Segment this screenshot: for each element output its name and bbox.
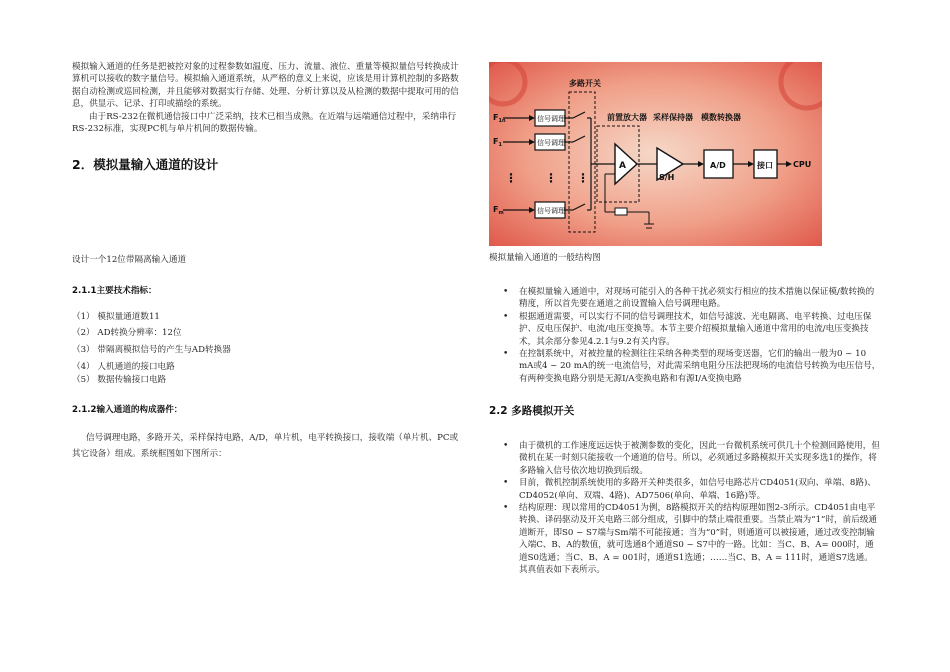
dots-icon: ⋮ bbox=[545, 171, 557, 185]
design-goal: 设计一个12位带隔离输入通道 bbox=[72, 255, 187, 265]
dots-icon: ⋮ bbox=[577, 171, 589, 185]
conditioning-label: 信号调理 bbox=[537, 139, 565, 147]
mux-title: 多路开关 bbox=[569, 79, 601, 88]
interface-label: 接口 bbox=[757, 161, 773, 170]
spec-item: （4） 人机通道的接口电路 bbox=[72, 362, 175, 373]
amp-title: 前置放大器 bbox=[607, 113, 647, 122]
subheading-tech-specs: 2.1.1主要技术指标： bbox=[72, 286, 157, 296]
resistor-icon bbox=[615, 208, 627, 215]
spec-list bbox=[72, 311, 231, 386]
input-label-f1: $F_1$ bbox=[493, 137, 502, 148]
amp-symbol: A bbox=[619, 161, 626, 171]
input-label-fm: $F_m$ bbox=[493, 205, 504, 216]
intro-paragraph: 模拟输入通道的任务是把被控对象的过程参数如温度、压力、流量、液位、重量等模拟量信号转换成计算机可以接收的数字量信号。模拟输入通道系统，从严格的意义上来说，应该是用计算机控制的多路数据自动检测或巡回检测，并且能够对数据实行存储、处理、分析计算以及从检测的数据中提取可用的信息，供显示、记录、打印或描绘的系统。 bbox=[72, 62, 459, 110]
spec-item: （5） 数据传输接口电路 bbox=[72, 374, 167, 385]
components-paragraph: 信号调理电路，多路开关，采样保持电路，A/D，单片机，电平转换接口，接收端（单片机、PC或其它设备）组成。系统框图如下图所示： bbox=[72, 433, 459, 459]
section-heading-2-2: 2.2 多路模拟开关 bbox=[489, 405, 575, 417]
dots-icon: ⋮ bbox=[505, 171, 517, 185]
block-diagram bbox=[489, 62, 822, 246]
block-diagram-figure bbox=[489, 62, 822, 246]
conditioning-label: 信号调理 bbox=[537, 115, 565, 123]
bullet-item: • 在模拟量输入通道中，对现场可能引入的各种干扰必须实行相应的技术措施以保证模/数转换的精度，所以首先要在通道之前设置输入信号调理电路。 bbox=[489, 286, 881, 311]
input-label-f1n: $F_{1n}$ bbox=[493, 113, 506, 124]
subheading-components: 2.1.2输入通道的构成器件： bbox=[72, 405, 183, 415]
bullet-item: • 结构原理：现以常用的CD4051为例，8路模拟开关的结构原理如图2-3所示。CD4051由电平转换、译码驱动及开关电路三部分组成，引脚中的禁止端很重要。当禁止端为“1”时，前后级通道断开，即S0 ~ S7端与Sm端不可能接通；当为“0”时，则通道可以被接通，通过改变控制输入端C、B、A的数值，就可选通8个通道S0 ~ S7中的一路。比如：当C、B、A= 000时，通道S0选通；当C、B、A = 001时，通道S1选通；……当C、B、A = 111时，通道S7选通。其真值表如下表所示。 bbox=[489, 502, 881, 576]
section-heading-2: 2．模拟量输入通道的设计 bbox=[72, 157, 219, 172]
bullet-item: • 根据通道需要，可以实行不同的信号调理技术，如信号滤波、光电隔离、电平转换、过电压保护、反电压保护、电流/电压变换等。本节主要介绍模拟量输入通道中常用的电流/电压变换技术，其余部分参见4.2.1与9.2有关内容。 bbox=[489, 311, 881, 348]
bullet-item: • 在控制系统中，对被控量的检测往往采纳各种类型的现场变送器，它们的输出一般为0 ~ 10 mA或4 ~ 20 mA的统一电流信号，对此需采纳电阻分压法把现场的电流信号转换为电压信号，有两种变换电路分别是无源I/A变换电路和有源I/A变换电路 bbox=[489, 348, 881, 385]
ad-title: 模数转换器 bbox=[701, 113, 741, 122]
bullet-item: • 目前，微机控制系统使用的多路开关种类很多，如信号电路芯片CD4051(双向、单端、8路)、CD4052(单向、双端、4路)、AD7506(单向、单端、16路)等。 bbox=[489, 477, 881, 502]
mux-bullets bbox=[489, 440, 881, 576]
conditioning-label: 信号调理 bbox=[537, 207, 565, 215]
cpu-label: CPU bbox=[793, 160, 812, 169]
rs232-paragraph: 由于RS-232在微机通信接口中广泛采纳，技术已相当成熟。在近端与远端通信过程中，采纳串行RS-232标准，实现PC机与单片机间的数据传输。 bbox=[72, 112, 457, 135]
figure-caption: 模拟量输入通道的一般结构图 bbox=[489, 253, 601, 263]
bullet-item: • 由于微机的工作速度远远快于被测参数的变化，因此一台微机系统可供几十个检测回路使用，但微机在某一时刻只能接收一个通道的信号。所以，必须通过多路模拟开关实现多选1的操作，将多路输入信号依次地切换到后级。 bbox=[489, 440, 881, 477]
sh-label: S/H bbox=[659, 173, 675, 182]
spec-item: （1） 模拟量通道数11 bbox=[72, 312, 160, 322]
ad-label: A/D bbox=[710, 161, 726, 170]
spec-item: （2） AD转换分辨率：12位 bbox=[72, 328, 182, 339]
spec-item: （3） 带隔离模拟信号的产生与AD转换器 bbox=[72, 344, 231, 355]
sh-title: 采样保持器 bbox=[653, 113, 693, 122]
conditioning-bullets bbox=[489, 286, 881, 385]
